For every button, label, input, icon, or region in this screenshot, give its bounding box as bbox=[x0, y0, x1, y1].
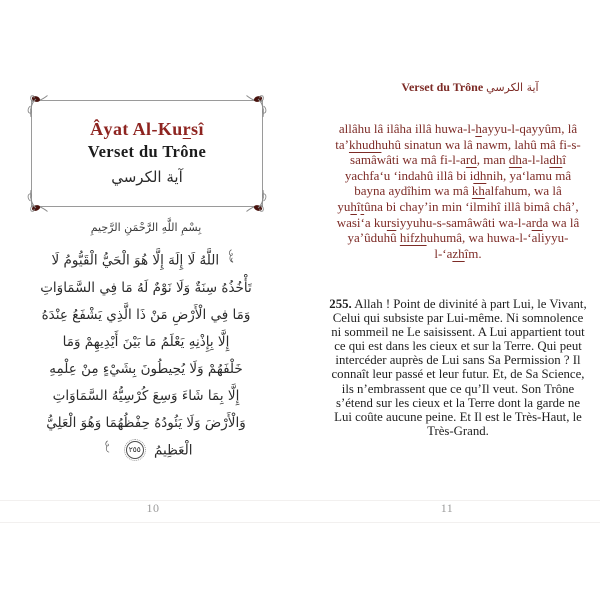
verse-end-ornament-icon bbox=[102, 437, 112, 464]
verse-start-ornament-icon bbox=[226, 247, 237, 274]
frame-corner-ornament-icon bbox=[242, 188, 268, 214]
verse-line: وَالْأَرْضَ وَلَا يَئُودُهُ حِفْظُهُمَا وَهُوَ الْعَلِيُّ bbox=[46, 414, 246, 431]
page-number: 10 bbox=[146, 501, 160, 515]
frame-corner-ornament-icon bbox=[242, 93, 268, 119]
running-header-arabic: آية الكرسي bbox=[486, 81, 539, 94]
running-header-french: Verset du Trône bbox=[401, 80, 484, 94]
frame-corner-ornament-icon bbox=[26, 188, 52, 214]
basmala-text: بِسْمِ اللَّهِ الرَّحْمَنِ الرَّحِيمِ bbox=[90, 221, 202, 234]
verse-line: إِلَّا بِإِذْنِهِ يَعْلَمُ مَا بَيْنَ أَيْدِيهِمْ وَمَا bbox=[62, 333, 230, 350]
quran-verse-arabic bbox=[14, 247, 278, 464]
verse-line bbox=[14, 247, 278, 275]
page-title-latin: Âyat Al-Kursî bbox=[90, 118, 204, 139]
translation-paragraph: 255. Allah ! Point de divinité à part Lui, le Vivant, Celui qui subsiste par Lui-même. Ni somnolence ni sommeil ne Le saisissent. A Lui appartient tout ce qui est dans les cieux et sur la Terre. Qui peut intercéder auprès de Lui sans Sa Permission ? Il connaît leur passé et leur futur. Et, de Sa Science, ils n’embrassent que ce qu’Il veut. Son Trône s’étend sur les cieux et la Terre dont la garde ne Lui coûte aucune peine. Et Il est le Très-Haut, le Très-Grand. bbox=[329, 297, 587, 438]
verse-line: إِلَّا بِمَا شَاءَ وَسِعَ كُرْسِيُّهُ السَّمَاوَاتِ bbox=[52, 387, 240, 404]
verse-line: وَمَا فِي الْأَرْضِ مَنْ ذَا الَّذِي يَشْفَعُ عِنْدَهُ bbox=[41, 306, 251, 323]
verse-line-text: الْعَظِيمُ bbox=[154, 442, 193, 458]
title-frame bbox=[31, 100, 263, 207]
transliteration-paragraph: allâhu lâ ilâha illâ huwa-l-hayyu-l-qayyûm, lâ ta’khudhuhû sinatun wa lâ nawm, lahû mâ fi-s-samâwâti wa mâ fi-l-ard, man dha-l-ladhî yachfa‘u ‘indahû illâ bi idhnih, ya‘lamu mâ bayna aydîhim wa mâ khalfahum, wa lâ yuhîtûna bi chay’in min ‘ilmihî illâ bimâ châ’, wasi‘a kursiyyuhu-s-samâwâti wa-l-arda wa lâ ya’ûduhû hifzhuhumâ, wa huwa-l-‘aliyyu-l-‘azhîm. bbox=[335, 121, 581, 261]
page-title-french: Verset du Trône bbox=[87, 141, 207, 161]
verse-line: خَلْفَهُمْ وَلَا يُحِيطُونَ بِشَيْءٍ مِنْ عِلْمِهِ bbox=[49, 360, 243, 377]
verse-line bbox=[14, 437, 278, 465]
page-number: 11 bbox=[440, 501, 454, 515]
verse-number-badge: ٢٥٥ bbox=[126, 441, 144, 459]
running-header bbox=[352, 80, 588, 95]
page-title-arabic: آية الكرسي bbox=[111, 167, 183, 186]
verse-line: تَأْخُذُهُ سِنَةٌ وَلَا نَوْمٌ لَهُ مَا فِي السَّمَاوَاتِ bbox=[40, 279, 252, 296]
verse-line-text: اللَّهُ لَا إِلَهَ إِلَّا هُوَ الْحَيُّ الْقَيُّومُ لَا bbox=[51, 252, 220, 269]
frame-corner-ornament-icon bbox=[26, 93, 52, 119]
page-edge-line bbox=[0, 522, 600, 523]
